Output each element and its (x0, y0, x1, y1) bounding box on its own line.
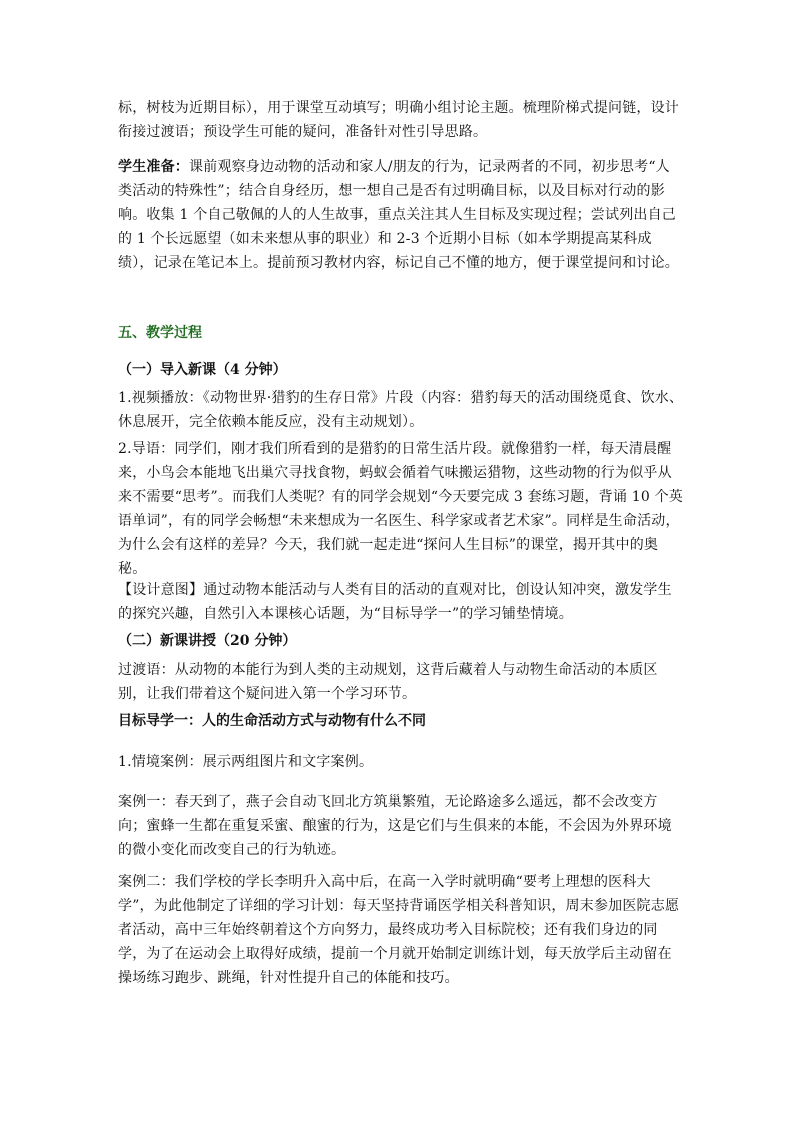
student-prep-text: 课前观察身边动物的活动和家人/朋友的行为，记录两者的不同，初步思考“人类活动的特殊性”；结合自身经历，想一想自己是否有过明确目标，以及目标对行动的影响。收集 1 个自己敬佩的人的人生故事，重点关注其人生目标及实现过程；尝试列出自己的 1 个长远愿望（如未来想从事的职业）和 2-3 个近期小目标（如本学期提高某科成绩），记录在笔记本上。提前预习教材内容，标记自己不懂的地方，便于课堂提问和讨论。 (118, 159, 679, 271)
subsection-heading-intro: （一）导入新课（4 分钟） (118, 362, 287, 378)
subsection-heading-lecture: （二）新课讲授（20 分钟） (118, 633, 297, 649)
intro-paragraph: 标，树枝为近期目标），用于课堂互动填写；明确小组讨论主题。梳理阶梯式提问链，设计衔接过渡语；预设学生可能的疑问，准备针对性引导思路。 (118, 100, 679, 140)
student-prep-paragraph (118, 155, 684, 275)
case-intro-paragraph: 1.情境案例：展示两组图片和文字案例。 (118, 754, 374, 770)
case-one-paragraph: 案例一：春天到了，燕子会自动飞回北方筑巢繁殖，无论路途多么遥远，都不会改变方向；蜜蜂一生都在重复采蜜、酿蜜的行为，这是它们与生俱来的本能，不会因为外界环境的微小变化而改变自己的行为轨迹。 (118, 794, 672, 858)
section-heading-teaching-process: 五、教学过程 (118, 325, 202, 341)
student-prep-label: 学生准备： (118, 159, 189, 175)
video-paragraph: 1.视频播放：《动物世界·猎豹的生存日常》片段（内容：猎豹每天的活动围绕觅食、饮水、休息展开，完全依赖本能反应，没有主动规划）。 (118, 390, 684, 430)
guide-paragraph: 2.导语：同学们，刚才我们所看到的是猎豹的日常生活片段。就像猎豹一样，每天清晨醒来，小鸟会本能地飞出巢穴寻找食物，蚂蚁会循着气味搬运猎物，这些动物的行为似乎从来不需要“思考”。而我们人类呢？有的同学会规划“今天要完成 3 套练习题，背诵 10 个英语单词”，有的同学会畅想“未来想成为一名医生、科学家或者艺术家”。同样是生命活动，为什么会有这样的差异？今天，我们就一起走进“探问人生目标”的课堂，揭开其中的奥秘。 (118, 441, 683, 577)
case-two-paragraph: 案例二：我们学校的学长李明升入高中后，在高一入学时就明确“要考上理想的医科大学”，为此他制定了详细的学习计划：每天坚持背诵医学相关科普知识，周末参加医院志愿者活动，高中三年始终朝着这个方向努力，最终成功考入目标院校；还有我们身边的同学，为了在运动会上取得好成绩，提前一个月就开始制定训练计划，每天放学后主动留在操场练习跑步、跳绳，针对性提升自己的体能和技巧。 (118, 874, 680, 986)
design-intent-paragraph: 【设计意图】通过动物本能活动与人类有目的活动的直观对比，创设认知冲突，激发学生的探究兴趣，自然引入本课核心话题，为“目标导学一”的学习铺垫情境。 (118, 582, 672, 622)
goal-heading-1: 目标导学一：人的生命活动方式与动物有什么不同 (118, 713, 426, 729)
transition-paragraph: 过渡语：从动物的本能行为到人类的主动规划，这背后藏着人与动物生命活动的本质区别，让我们带着这个疑问进入第一个学习环节。 (118, 662, 658, 702)
